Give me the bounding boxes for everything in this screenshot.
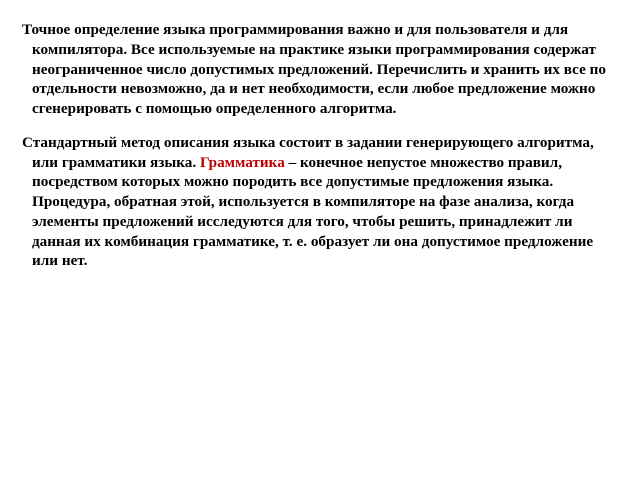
body-paragraph-1: Точное определение языка программирования важно и для пользователя и для компилятора. Все используемые на практике языки программирования содержат неограниченное число допустимых предложений. Перечислить и хранить их все по отдельности невозможно, да и нет необходимости, если любое предложение можно сгенерировать с помощью определенного алгоритма. [22, 21, 606, 117]
paragraph-2-rest-text: – конечное непустое множество правил, посредством которых можно породить все допустимые предложения языка. Процедура, обратная этой, используется в компиляторе на фазе анализа, когда элементы предложений исследуются для того, чтобы решить, принадлежит ли данная их комбинация грамматике, т. е. образует ли она допустимое предложение или нет. [32, 153, 594, 270]
body-paragraph-2 [14, 133, 618, 271]
paragraph-2-lead-text: Стандартный метод описания языка состоит в задании генерирующего алгоритма, или грамматики языка. [22, 133, 594, 171]
highlighted-term-grammar: Грамматика [199, 153, 285, 171]
